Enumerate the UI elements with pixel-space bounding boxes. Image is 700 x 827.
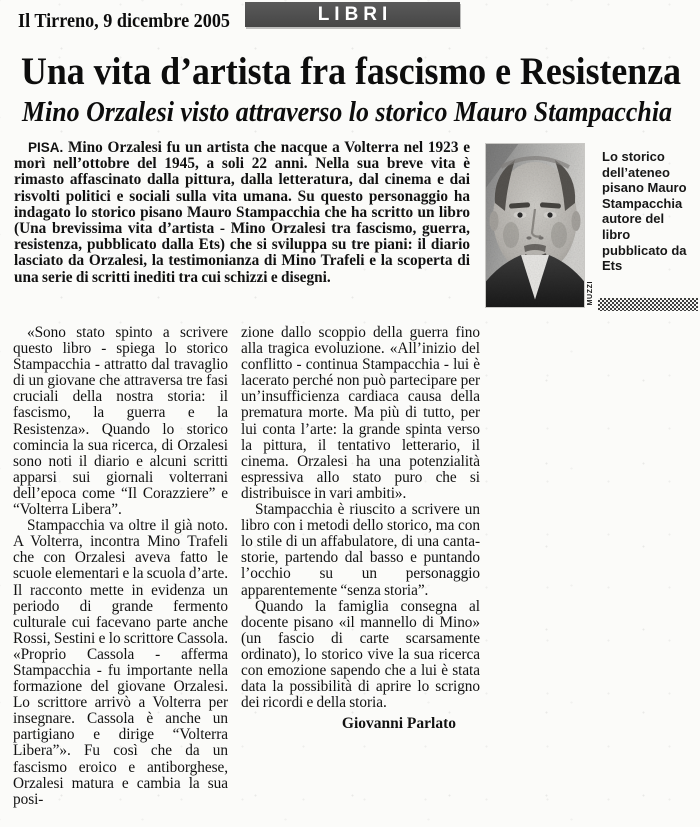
masthead bbox=[16, 6, 254, 34]
article-subheadline: Mino Orzalesi visto attraverso lo storico Mauro Stampacchia bbox=[21, 96, 673, 128]
article-body bbox=[13, 325, 480, 808]
article-paragraph: «Sono stato spinto a scrivere questo libro - spiega lo storico Stampacchia - attratto dal travaglio di un giovane che attraversa tre fasi cruciali della nostra storia: il fascismo, la guerra e la Resistenza». Quando lo storico comincia la sua ricerca, di Orzalesi sono noti il diario e alcuni scritti apparsi sui giornali volterrani dell’epoca come “Il Corazziere” e “Volterra Libera”. bbox=[13, 324, 228, 519]
masthead-newspaper-date: Il Tirreno, 9 dicembre 2005 bbox=[18, 10, 230, 32]
lead-text: Mino Orzalesi fu un artista che nacque a Volterra nel 1923 e morì nell’ottobre del 1945, a soli 22 anni. Nella sua breve vita è rimasto affascinato dalla pittura, dalla letteratura, dal cinema e dai risvolti politici e sociali sulla vita umana. Su questo personaggio ha indagato lo storico pisano Mauro Stampacchia che ha scritto un libro (Una brevissima vita d’artista - Mino Orzalesi tra fascismo, guerra, resistenza, pubblicato dalla Ets) che si sviluppa su tre piani: il diario lasciato da Orzalesi, la testimonianza di Mino Trafeli e la scoperta di una serie di scritti inediti tra cui schizzi e disegni. bbox=[14, 139, 470, 286]
byline: Giovanni Parlato bbox=[341, 715, 456, 733]
dateline: PISA. bbox=[28, 140, 64, 155]
halftone-separator bbox=[598, 298, 698, 311]
man-portrait-image bbox=[485, 143, 585, 308]
portrait-photo bbox=[485, 143, 594, 308]
article-paragraph: Quando la famiglia consegna al docente pisano «il mannello di Mino» (un fascio di carte scarsamente ordinato), lo storico vive la sua ricerca con emozione sapendo che a lui è stata data la possibilità di aprire lo scrigno dei ricordi e della storia. bbox=[241, 597, 480, 712]
subheadline-block bbox=[14, 93, 686, 130]
article-paragraph: zione dallo scoppio della guerra fino alla tragica evoluzione. «All’inizio del conflitto - continua Stampacchia - lui è lacerato perché non può partecipare per un’insufficienza cardiaca causa della prematura morte. Ma più di tutto, per lui conta l’arte: la grande spinta verso la pittura, il tentativo letterario, il cinema. Orzalesi ha una potenzialità espressiva allo stato puro che si distribuisce in vari ambiti». bbox=[241, 324, 480, 502]
section-label-box bbox=[245, 2, 460, 27]
headline-block bbox=[12, 47, 690, 94]
lead-paragraph bbox=[14, 140, 470, 286]
photo-caption: Lo storico dell’ateneo pisano Mauro Stampacchia autore del libro pubblicato da Ets bbox=[602, 149, 687, 274]
article-headline: Una vita d’artista fra fascismo e Resistenza bbox=[21, 50, 681, 93]
photo-credit: MUZZI bbox=[587, 280, 594, 305]
column-left bbox=[13, 325, 228, 808]
column-right bbox=[241, 325, 480, 808]
section-label: LIBRI bbox=[317, 4, 393, 25]
article-paragraph: Stampacchia è riuscito a scrivere un libro con i metodi dello storico, ma con lo stile di un affabulatore, di una canta-storie, partendo dal basso e puntando l’occhio su un personaggio apparentemente “senza storia”. bbox=[241, 501, 480, 599]
article-paragraph: Stampacchia va oltre il già noto. A Volterra, incontra Mino Trafeli che con Orzalesi aveva fatto le scuole elementari e la scuola d’arte. Il racconto mette in evidenza un periodo di grande fermento culturale cui facevano parte anche Rossi, Sestini e lo scrittore Cassola. «Proprio Cassola - afferma Stampacchia - fu importante nella formazione del giovane Orzalesi. Lo scrittore arrivò a Volterra per insegnare. Cassola è anche un partigiano e dirige “Volterra Libera”». Fu così che da un fascismo eroico e antiborghese, Orzalesi matura e cambia la sua posi- bbox=[13, 517, 228, 808]
